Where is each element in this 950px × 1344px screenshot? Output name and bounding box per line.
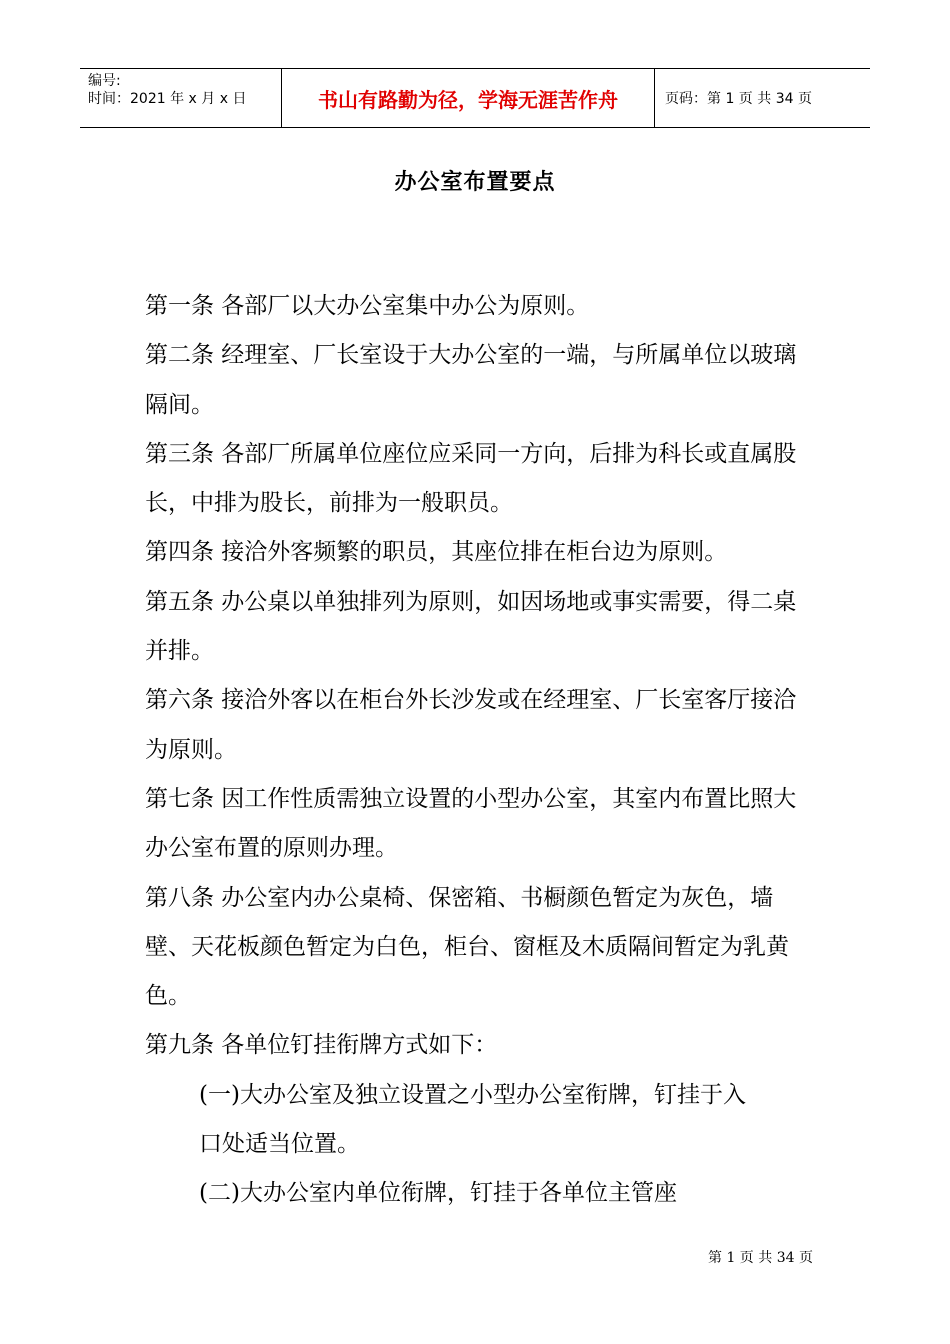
- header-page-info: 页码：第 1 页 共 34 页: [665, 91, 812, 107]
- article-9-item-2: (二)大办公室内单位衔牌，钉挂于各单位主管座: [199, 1180, 677, 1207]
- time-label: 时间：2021 年 x 月 x 日: [88, 91, 247, 107]
- article-1: 第一条 各部厂以大办公室集中办公为原则。: [145, 293, 590, 319]
- document-body: [145, 282, 813, 1219]
- article-7: 第七条 因工作性质需独立设置的小型办公室，其室内布置比照大办公室布置的原则办理。: [145, 785, 797, 862]
- article-2: 第二条 经理室、厂长室设于大办公室的一端，与所属单位以玻璃隔间。: [145, 342, 797, 418]
- header-motto: 书山有路勤为径，学海无涯苦作舟: [282, 69, 655, 127]
- document-title: 办公室布置要点: [394, 170, 556, 195]
- article-9-item-1: (一)大办公室及独立设置之小型办公室衔牌，钉挂于入口处适当位置。: [199, 1081, 746, 1158]
- page-footer: 第 1 页 共 34 页: [708, 1250, 813, 1266]
- article-8: 第八条 办公室内办公桌椅、保密箱、书橱颜色暂定为灰色，墙壁、天花板颜色暂定为白色，柜台、窗框及木质隔间暂定为乳黄色。: [145, 884, 789, 1010]
- number-label: 编号:: [88, 73, 121, 89]
- article-5: 第五条 办公桌以单独排列为原则，如因场地或事实需要，得二桌并排。: [145, 588, 797, 665]
- page-header: [80, 68, 870, 128]
- article-3: 第三条 各部厂所属单位座位应采同一方向，后排为科长或直属股长，中排为股长，前排为一般职员。: [145, 440, 797, 517]
- article-4: 第四条 接洽外客频繁的职员，其座位排在柜台边为原则。: [145, 539, 728, 566]
- article-6: 第六条 接洽外客以在柜台外长沙发或在经理室、厂长室客厅接洽为原则。: [145, 687, 797, 763]
- article-9: 第九条 各单位钉挂衔牌方式如下：: [145, 1032, 498, 1059]
- header-meta: [80, 69, 282, 127]
